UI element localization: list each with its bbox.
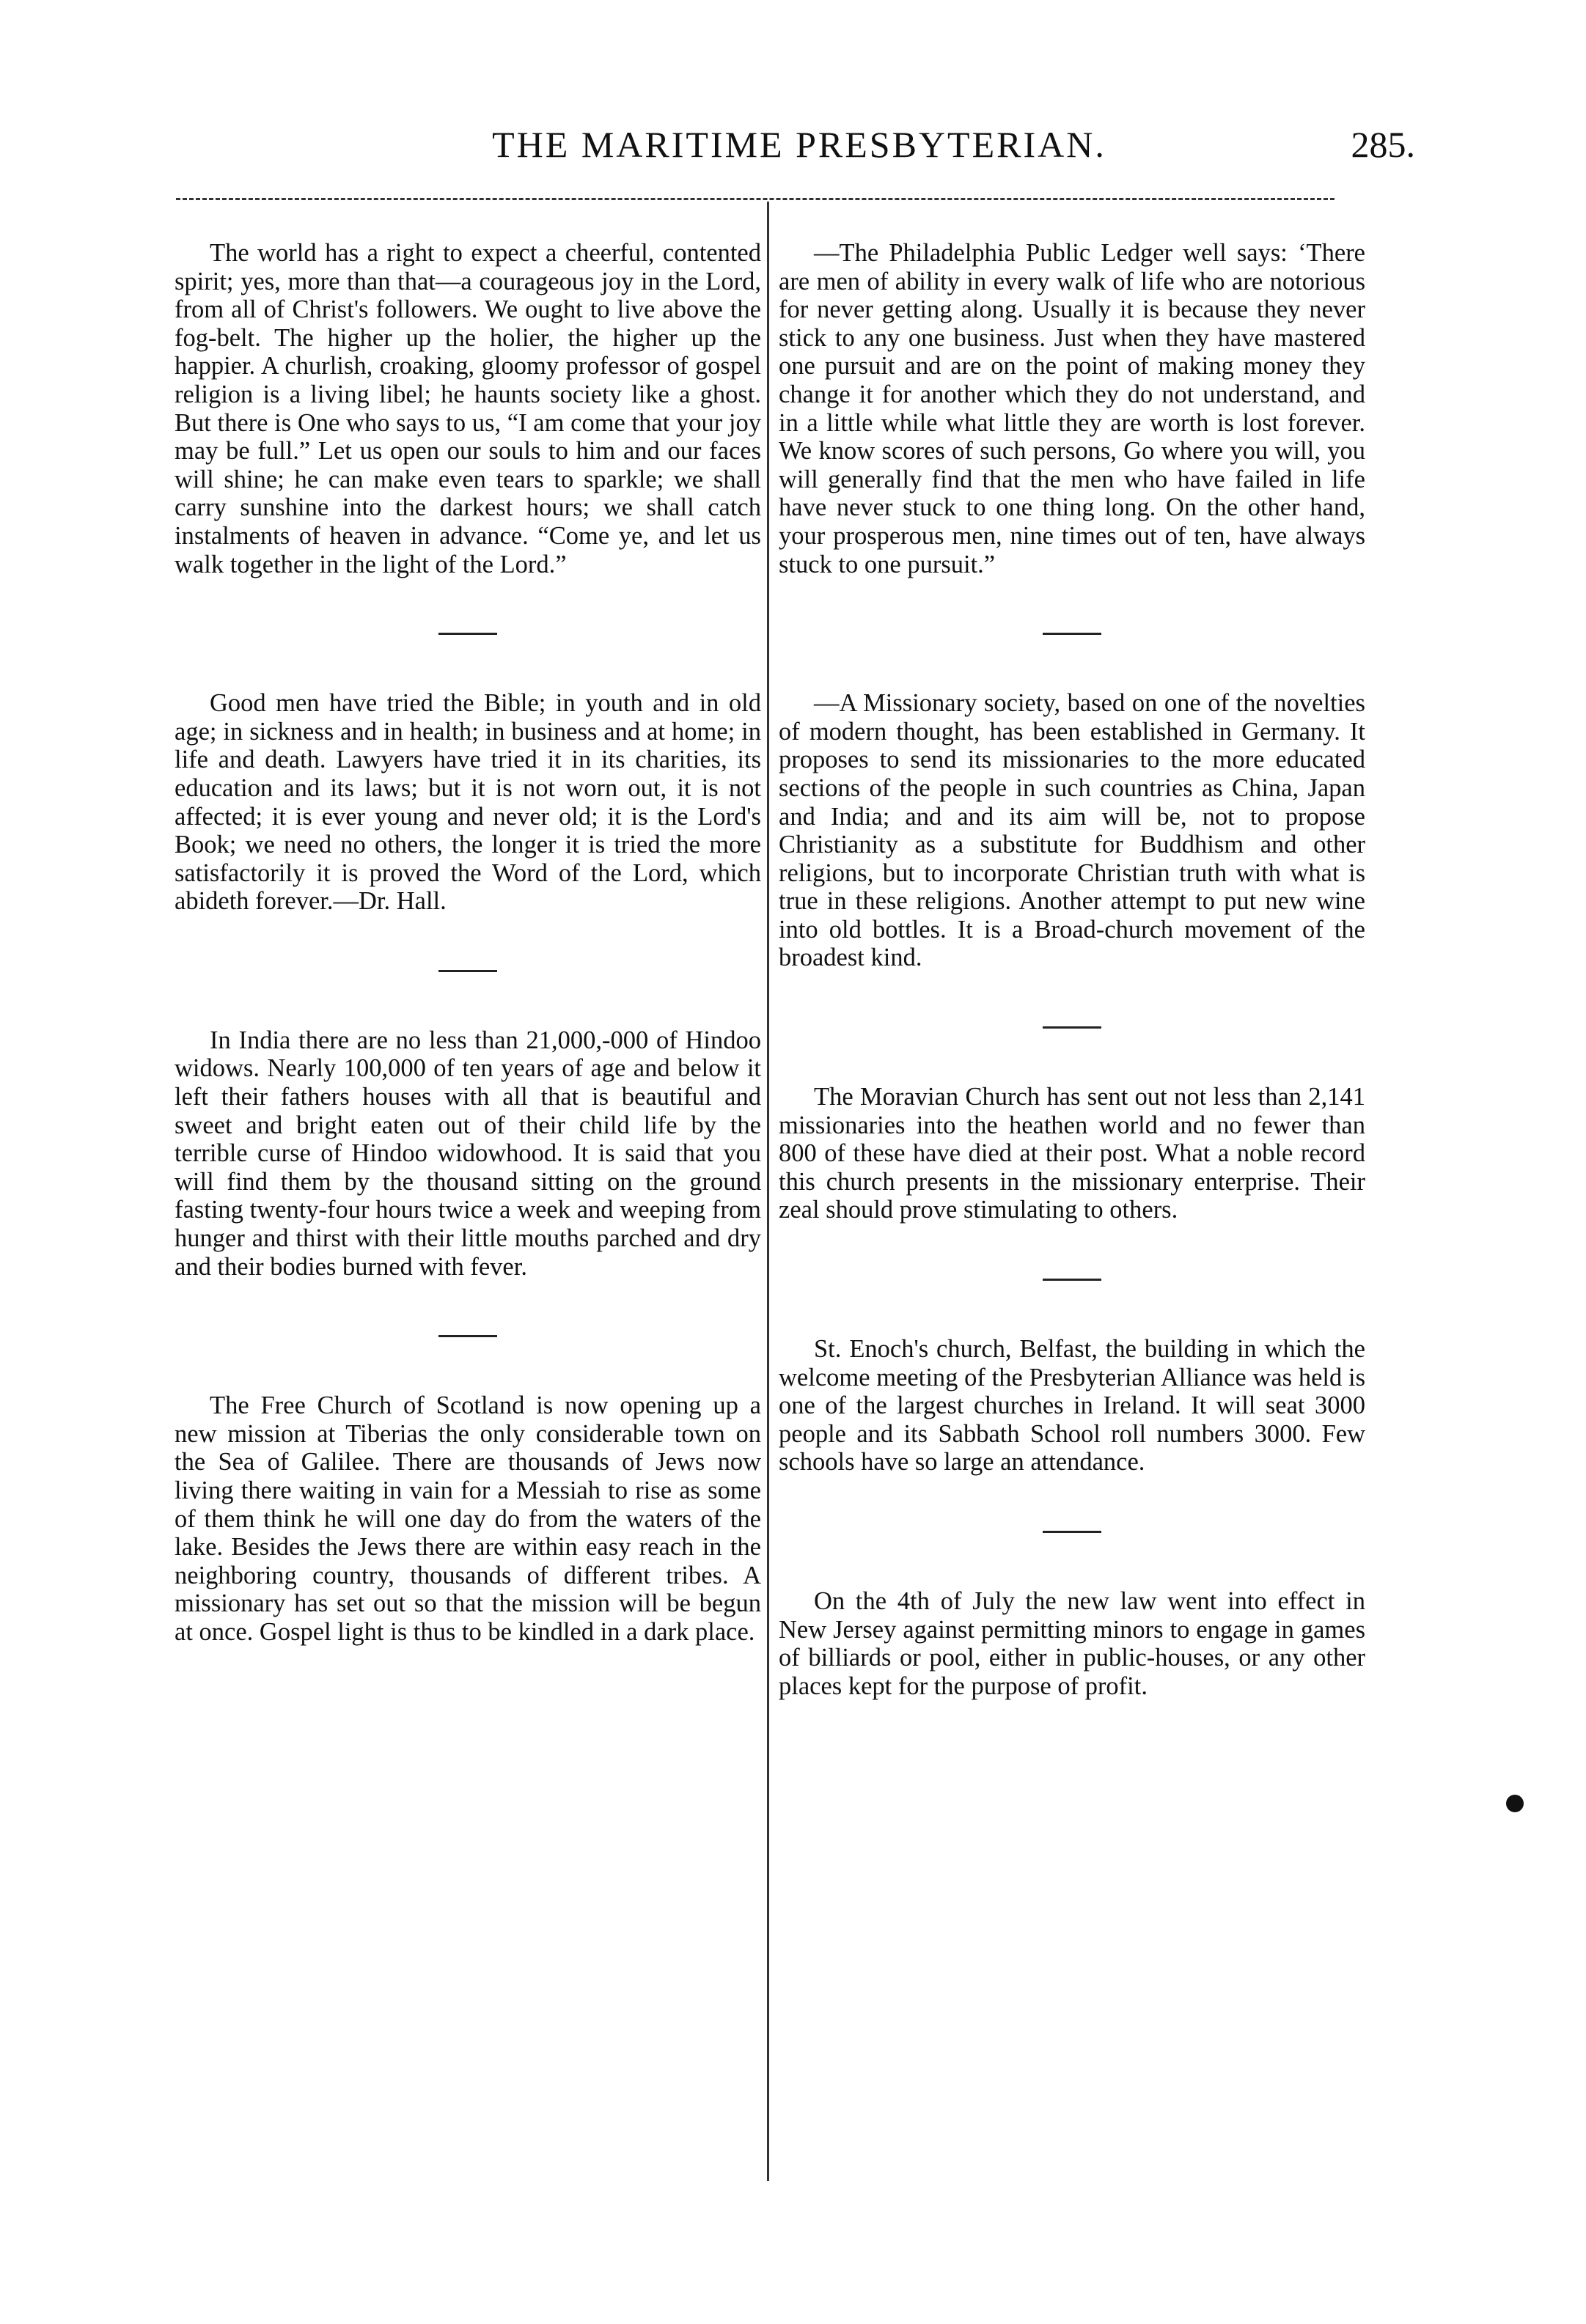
article-tiberias-mission: The Free Church of Scotland is now opening up a new mission at Tiberias the only considerable town on the Sea of Galilee. There are thousands of Jews now living there waiting in vain for a Messiah to rise as some of them think he will one day do from the waters of the lake. Besides the Jews there are within easy reach in the neighboring country, thousands of different tribes. A missionary has set out so that the mission will be begun at once. Gospel light is thus to be kindled in a dark place. — [175, 1391, 761, 1646]
separator-rule — [438, 1335, 497, 1337]
article-public-ledger: —The Philadelphia Public Ledger well says: ‘There are men of ability in every walk of life who are notorious for never getting along. Usually it is because they never stick to any one business. Just when they have mastered one pursuit and are on the point of making money they change it for another which they do not understand, and in a little while what little they are worth is lost forever. We know scores of such persons, Go where you will, you will generally find that the men who have failed in life have never stuck to one thing long. On the other hand, your prosperous men, nine times out of ten, have always stuck to one pursuit.” — [779, 239, 1365, 578]
article-cheerful-spirit: The world has a right to expect a cheerful, contented spirit; yes, more than that—a courageous joy in the Lord, from all of Christ's followers. We ought to live above the fog-belt. The higher up the holier, the higher up the happier. A churlish, croaking, gloomy professor of gospel religion is a living libel; he haunts society like a ghost. But there is One who says to us, “I am come that your joy may be full.” Let us open our souls to him and our faces will shine; he can make even tears to sparkle; we shall carry sunshine into the darkest hours; we shall catch instalments of heaven in advance. “Come ye, and let us walk together in the light of the Lord.” — [175, 239, 761, 578]
article-missionary-society: —A Missionary society, based on one of the novelties of modern thought, has been established in Germany. It proposes to send its missionaries to the more educated sections of the people in such countries as China, Japan and India; and and its aim will be, not to propose Christianity as a substitute for Buddhism and other religions, but to incorporate Christian truth with what is true in these religions. Another attempt to put new wine into old bottles. It is a Broad-church movement of the broadest kind. — [779, 689, 1365, 972]
right-column — [779, 220, 1365, 1700]
separator-rule — [438, 633, 497, 635]
column-divider — [767, 202, 769, 2181]
separator-rule — [1043, 633, 1101, 635]
separator-rule — [1043, 1279, 1101, 1281]
separator-rule — [1043, 1531, 1101, 1533]
running-head: THE MARITIME PRESBYTERIAN. — [492, 124, 1106, 165]
page-number: 285. — [1351, 124, 1415, 165]
page-header — [169, 123, 1415, 166]
ink-dot — [1506, 1795, 1524, 1812]
left-column — [175, 220, 761, 1647]
article-bible-tried: Good men have tried the Bible; in youth and in old age; in sickness and in health; in business and at home; in life and death. Lawyers have tried it in its charities, its education and its laws; but it is not worn out, it is not affected; it is ever young and never old; it is the Lord's Book; we need no others, the longer it is tried the more satisfactorily it is proved the Word of the Lord, which abideth forever.—Dr. Hall. — [175, 689, 761, 916]
separator-rule — [1043, 1026, 1101, 1029]
article-moravian-church: The Moravian Church has sent out not less than 2,141 missionaries into the heathen world and no fewer than 800 of these have died at their post. What a noble record this church presents in the missionary enterprise. Their zeal should prove stimulating to others. — [779, 1083, 1365, 1224]
article-st-enochs-church: St. Enoch's church, Belfast, the building in which the welcome meeting of the Presbyterian Alliance was held is one of the largest churches in Ireland. It will seat 3000 people and its Sabbath School roll numbers 3000. Few schools have so large an attendance. — [779, 1335, 1365, 1477]
article-hindoo-widows: In India there are no less than 21,000,-000 of Hindoo widows. Nearly 100,000 of ten years of age and below it left their fathers houses with all that is beautiful and sweet and bright eaten out of their child life by the terrible curse of Hindoo widowhood. It is said that you will find them by the thousand sitting on the ground fasting twenty-four hours twice a week and weeping from hunger and thirst with their little mouths parched and dry and their bodies burned with fever. — [175, 1026, 761, 1281]
header-rule — [176, 198, 1334, 200]
separator-rule — [438, 970, 497, 972]
article-new-jersey-law: On the 4th of July the new law went into effect in New Jersey against permitting minors to engage in games of billiards or pool, either in public-houses, or any other places kept for the purpose of profit. — [779, 1587, 1365, 1700]
